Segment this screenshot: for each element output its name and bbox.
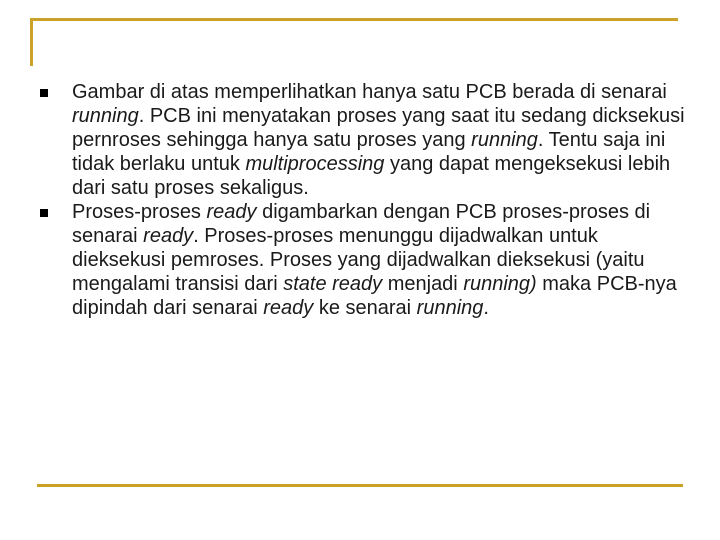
text-segment-italic: ready bbox=[263, 297, 314, 319]
bullet-text bbox=[72, 81, 685, 199]
text-segment: . Tentu saja ini tidak berlaku untuk bbox=[72, 129, 666, 175]
frame-top-line bbox=[30, 18, 678, 21]
text-segment: . Proses‑proses menunggu dijadwalkan untuk dieksekusi pemroses. Proses yang dijadwalkan dieksekusi (yaitu mengalami transisi dari bbox=[72, 225, 645, 295]
text-segment: menjadi bbox=[382, 273, 464, 295]
text-segment-italic: running bbox=[72, 105, 139, 127]
text-segment: maka PCB‑nya dipindah dari senarai bbox=[72, 273, 677, 319]
text-segment: Proses‑proses bbox=[72, 201, 207, 223]
frame-left-line bbox=[30, 18, 33, 66]
text-segment-italic: multiprocessing bbox=[245, 153, 385, 175]
text-segment: digambarkan dengan PCB proses‑proses di senarai bbox=[72, 201, 651, 247]
bullet-list bbox=[40, 80, 690, 320]
text-segment: . bbox=[483, 297, 489, 319]
bullet-item bbox=[40, 80, 690, 200]
square-bullet-icon bbox=[40, 209, 48, 217]
text-segment-italic: running) bbox=[463, 273, 537, 295]
bullet-item bbox=[40, 200, 690, 320]
text-segment: Gambar di atas memperlihatkan hanya satu PCB berada di senarai bbox=[72, 81, 667, 103]
square-bullet-icon bbox=[40, 89, 48, 97]
text-segment: . PCB ini menyatakan proses yang saat itu sedang dicksekusi pernroses sehingga hanya satu proses yang bbox=[72, 105, 685, 151]
frame-bottom-line bbox=[37, 484, 683, 487]
bullet-text bbox=[72, 201, 677, 319]
text-segment-italic: running bbox=[471, 129, 538, 151]
text-segment-italic: ready bbox=[206, 201, 257, 223]
text-segment-italic: ready bbox=[143, 225, 194, 247]
text-segment: ke senarai bbox=[313, 297, 417, 319]
text-segment: yang dapat mengeksekusi lebih dari satu proses sekaligus. bbox=[72, 153, 671, 199]
text-segment-italic: running bbox=[416, 297, 484, 319]
text-segment-italic: state ready bbox=[283, 273, 383, 295]
